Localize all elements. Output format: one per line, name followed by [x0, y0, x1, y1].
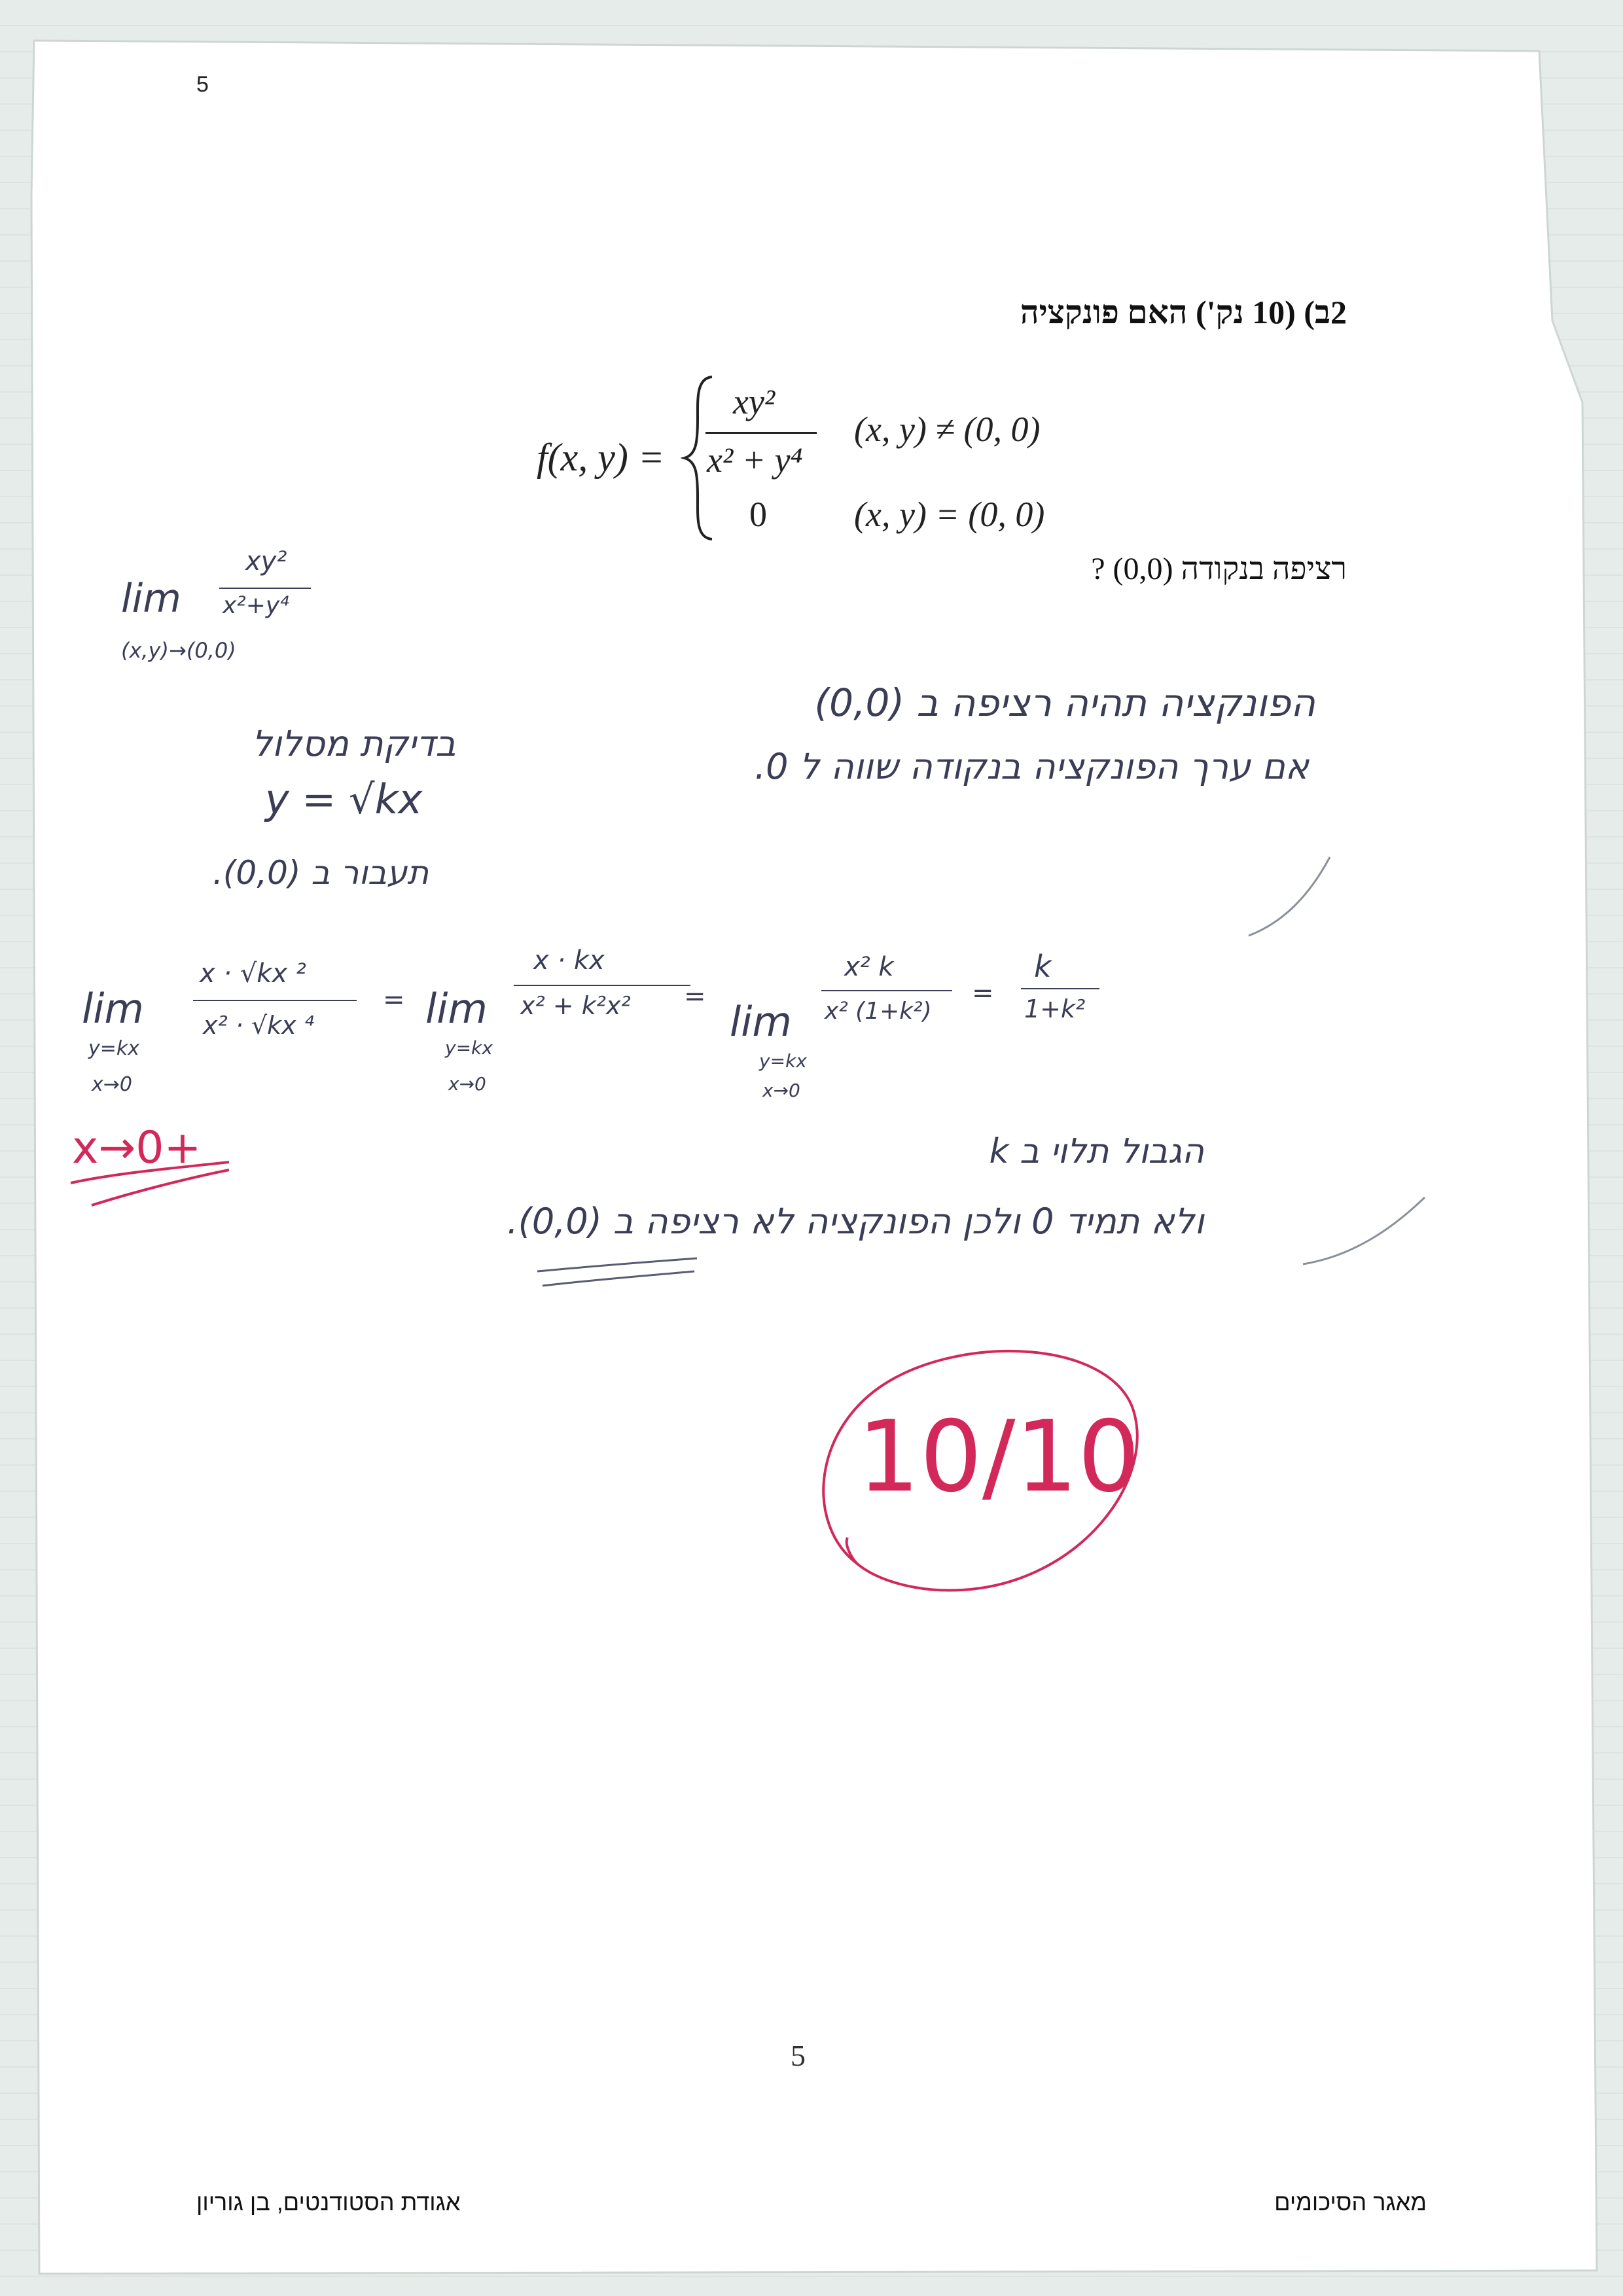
- chain-den-4: 1+k²: [1024, 995, 1086, 1023]
- chain-sub-1a: y=kx: [88, 1037, 140, 1060]
- right-statement-line2: אם ערך הפונקציה בנקודה שווה ל 0.: [754, 746, 1309, 787]
- case2-condition: (x, y) = (0, 0): [854, 495, 1045, 534]
- chain-eq-3: =: [972, 978, 994, 1008]
- chain-sub-2b: x→0: [448, 1073, 486, 1095]
- case1-condition: (x, y) ≠ (0, 0): [854, 410, 1041, 449]
- chain-den-3: x² (1+k²): [825, 998, 932, 1025]
- chain-sub-2a: y=kx: [445, 1037, 493, 1059]
- lim-word-1: lim: [121, 576, 181, 622]
- grade: 10/10: [857, 1400, 1141, 1514]
- chain-bar-2: [514, 985, 690, 986]
- chain-bar-4: [1021, 988, 1099, 989]
- right-statement-line1: הפונקציה תהיה רציפה ב (0,0): [814, 680, 1315, 725]
- conclusion-line1: הגבול תלוי ב k: [989, 1132, 1204, 1171]
- chain-lim-2: lim: [425, 985, 488, 1033]
- function-name: f(x, y) =: [537, 436, 665, 479]
- case1-fraction-bar: [705, 432, 817, 434]
- top-page-number: 5: [196, 72, 209, 97]
- chain-bar-1: [193, 1000, 357, 1001]
- chain-eq-1: =: [383, 985, 405, 1015]
- case1-denominator: x² + y⁴: [707, 440, 803, 480]
- chain-sub-3a: y=kx: [759, 1050, 807, 1072]
- question-label: 2ב) (10 נק') האם פונקציה: [1020, 294, 1347, 330]
- footer-right: מאגר הסיכומים: [1274, 2189, 1427, 2216]
- chain-sub-1b: x→0: [92, 1073, 132, 1096]
- check-mark-2: [1299, 1191, 1430, 1269]
- conclusion-underline: [533, 1253, 704, 1292]
- path-check-label: בדיקת מסלול: [252, 723, 456, 764]
- chain-eq-2: =: [684, 981, 706, 1012]
- question-ending: רציפה בנקודה (0,0) ?: [1091, 552, 1347, 586]
- chain-num-4: k: [1034, 949, 1052, 984]
- chain-sub-3b: x→0: [762, 1080, 800, 1101]
- chain-den-1: x² · √kx ⁴: [203, 1011, 314, 1040]
- lim1-fraction-bar: [219, 588, 311, 589]
- path-passing: תעבור ב (0,0).: [213, 854, 429, 892]
- conclusion-line2: ולא תמיד 0 ולכן הפונקציה לא רציפה ב (0,0).: [507, 1201, 1204, 1242]
- lim1-subscript: (x,y)→(0,0): [121, 638, 236, 663]
- lim1-numerator: xy²: [245, 546, 287, 576]
- footer-left: אגודת הסטודנטים, בן גוריון: [196, 2189, 461, 2216]
- chain-den-2: x² + k²x²: [520, 991, 631, 1020]
- red-note: x→0+: [72, 1122, 202, 1174]
- chain-num-3: x² k: [844, 952, 894, 982]
- chain-bar-3: [821, 990, 952, 991]
- chain-num-2: x · kx: [533, 945, 605, 976]
- red-note-underline: [65, 1158, 236, 1210]
- case2-value: 0: [749, 495, 767, 534]
- bottom-page-number: 5: [791, 2039, 806, 2072]
- path-expression: y = √kx: [265, 775, 423, 823]
- chain-lim-1: lim: [82, 985, 144, 1033]
- chain-num-1: x · √kx ²: [200, 959, 306, 989]
- chain-lim-3: lim: [730, 998, 792, 1046]
- lim1-denominator: x²+y⁴: [223, 592, 289, 619]
- check-mark-1: [1243, 851, 1335, 942]
- case1-numerator: xy²: [733, 382, 776, 421]
